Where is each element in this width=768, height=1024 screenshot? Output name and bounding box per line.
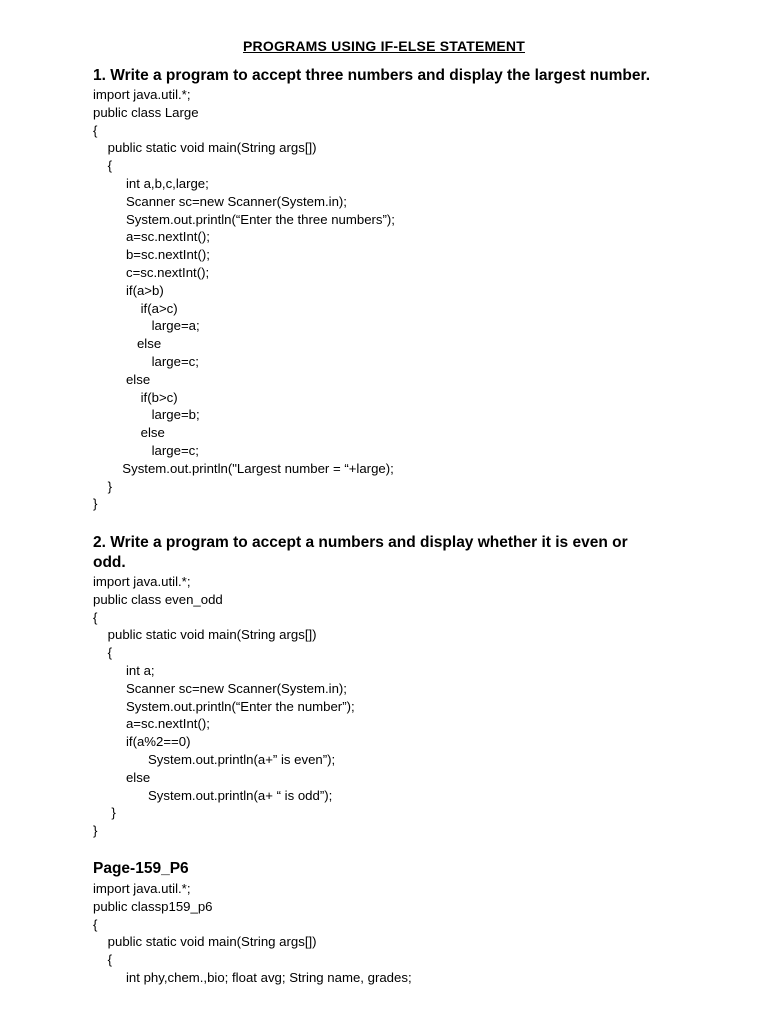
code-line: System.out.println("Largest number = “+large); [93,460,394,476]
code-line: Scanner sc=new Scanner(System.in); [93,193,347,209]
code-line: b=sc.nextInt(); [93,247,210,263]
code-line: a=sc.nextInt(); [93,716,210,732]
code-block [93,573,713,840]
code-line: System.out.println(“Enter the number”); [93,698,355,714]
code-line: } [93,478,113,494]
code-line: { [93,916,98,932]
code-line: System.out.println(“Enter the three numbers”); [93,211,395,227]
code-line: public class Large [93,104,199,120]
code-line: { [93,158,113,174]
section-1 [93,66,713,513]
code-line: large=a; [93,318,200,334]
section-3 [93,859,713,987]
section-2 [93,533,713,840]
code-line: { [93,645,113,661]
section-heading: 2. Write a program to accept a numbers and display whether it is even or odd. [93,534,628,571]
code-line: int a; [93,662,155,678]
code-line: public classp159_p6 [93,898,213,914]
code-line: } [93,823,98,839]
code-line: else [93,769,151,785]
code-line: { [93,609,98,625]
code-line: } [93,805,116,821]
code-line: int a,b,c,large; [93,175,209,191]
section-heading: Page-159_P6 [93,860,189,877]
code-line: } [93,496,98,512]
code-line: { [93,122,98,138]
code-line: if(a>b) [93,282,164,298]
code-line: a=sc.nextInt(); [93,229,210,245]
code-line: int phy,chem.,bio; float avg; String name, grades; [93,969,412,985]
code-line: import java.util.*; [93,87,191,102]
code-line: if(a>c) [93,300,178,316]
code-line: else [93,336,162,352]
code-line: System.out.println(a+ “ is odd”); [93,787,333,803]
code-line: c=sc.nextInt(); [93,264,210,280]
code-line: public static void main(String args[]) [93,934,317,950]
document-title: PROGRAMS USING IF-ELSE STATEMENT [243,38,525,54]
code-line: public static void main(String args[]) [93,140,317,156]
code-line: public static void main(String args[]) [93,627,317,643]
code-line: public class even_odd [93,591,223,607]
code-line: Scanner sc=new Scanner(System.in); [93,680,347,696]
code-line: else [93,371,151,387]
code-line: large=b; [93,407,200,423]
code-line: if(a%2==0) [93,734,191,750]
code-line: { [93,952,113,968]
section-heading: 1. Write a program to accept three numbers and display the largest number. [93,67,651,84]
code-line: if(b>c) [93,389,178,405]
code-line: large=c; [93,442,199,458]
code-line: large=c; [93,353,199,369]
code-block [93,880,713,987]
code-line: else [93,425,165,441]
code-line: import java.util.*; [93,881,191,896]
code-block [93,86,713,513]
code-line: System.out.println(a+” is even”); [93,751,336,767]
code-line: import java.util.*; [93,574,191,589]
